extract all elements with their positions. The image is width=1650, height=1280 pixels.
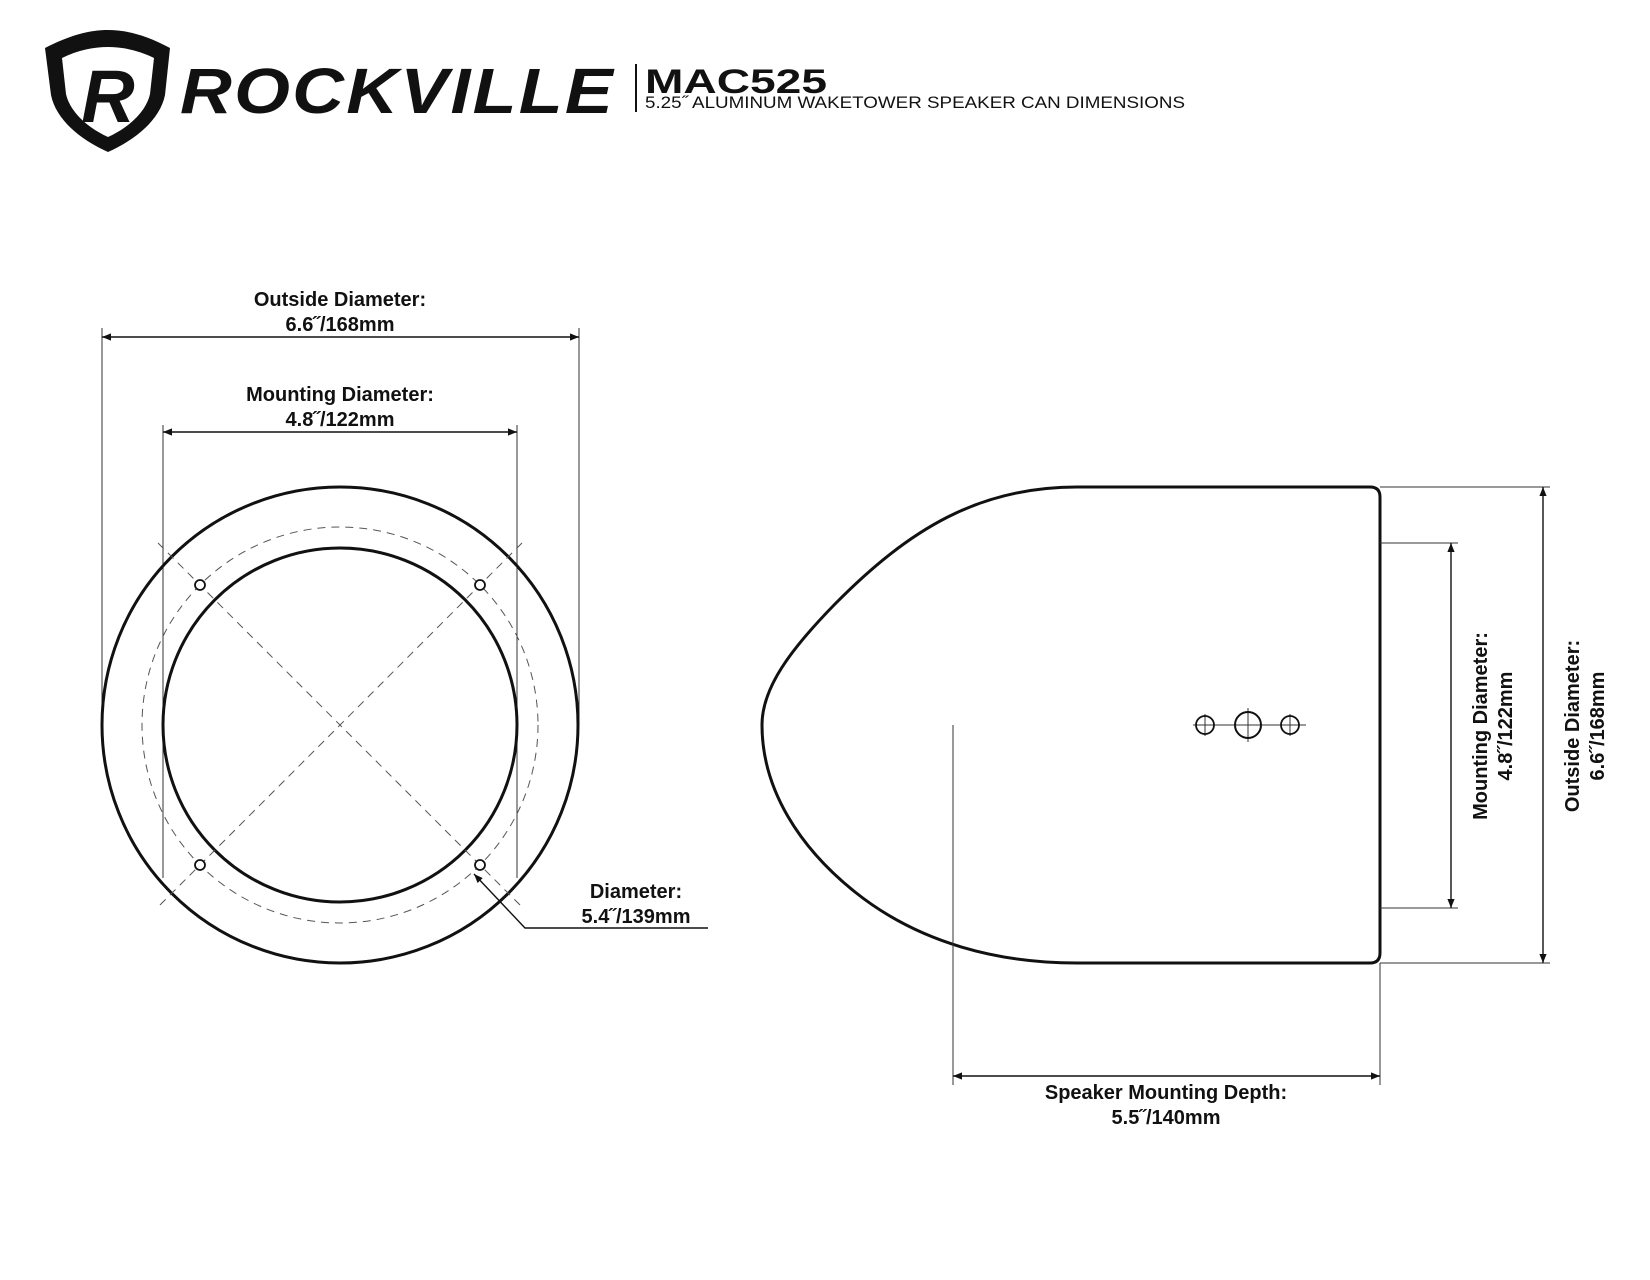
outside-diameter-value: 6.6˝/168mm — [285, 314, 395, 336]
side-mounting-diameter-value: 4.8˝/122mm — [1495, 671, 1517, 781]
mounting-depth-title: Speaker Mounting Depth: — [1044, 1082, 1288, 1104]
mounting-diameter-value: 4.8˝/122mm — [285, 409, 395, 431]
mounting-hole-top-right — [475, 580, 485, 590]
logo-letter: R — [81, 55, 135, 138]
drawing-subtitle: 5.25˝ ALUMINUM WAKETOWER SPEAKER CAN DIMENSIONS — [645, 93, 1185, 112]
mounting-hole-bottom-right — [475, 860, 485, 870]
brand-wordmark: ROCKVILLE — [180, 55, 616, 127]
diameter-title: Diameter: — [589, 881, 683, 903]
side-outside-diameter-title: Outside Diameter: — [1562, 639, 1584, 813]
mounting-depth-value: 5.5˝/140mm — [1111, 1107, 1221, 1129]
side-outside-diameter-value: 6.6˝/168mm — [1587, 671, 1609, 781]
side-mounting-diameter-title: Mounting Diameter: — [1470, 632, 1492, 820]
diameter-value: 5.4˝/139mm — [581, 906, 691, 928]
mounting-hole-top-left — [195, 580, 205, 590]
mounting-diameter-title: Mounting Diameter: — [246, 384, 434, 406]
front-view — [102, 289, 708, 963]
mounting-hole-bottom-left — [195, 860, 205, 870]
side-view — [762, 487, 1609, 1129]
model-number: MAC525 — [645, 63, 827, 101]
header — [45, 30, 1185, 152]
rockville-logo-icon — [45, 30, 170, 152]
outside-diameter-title: Outside Diameter: — [253, 289, 427, 311]
